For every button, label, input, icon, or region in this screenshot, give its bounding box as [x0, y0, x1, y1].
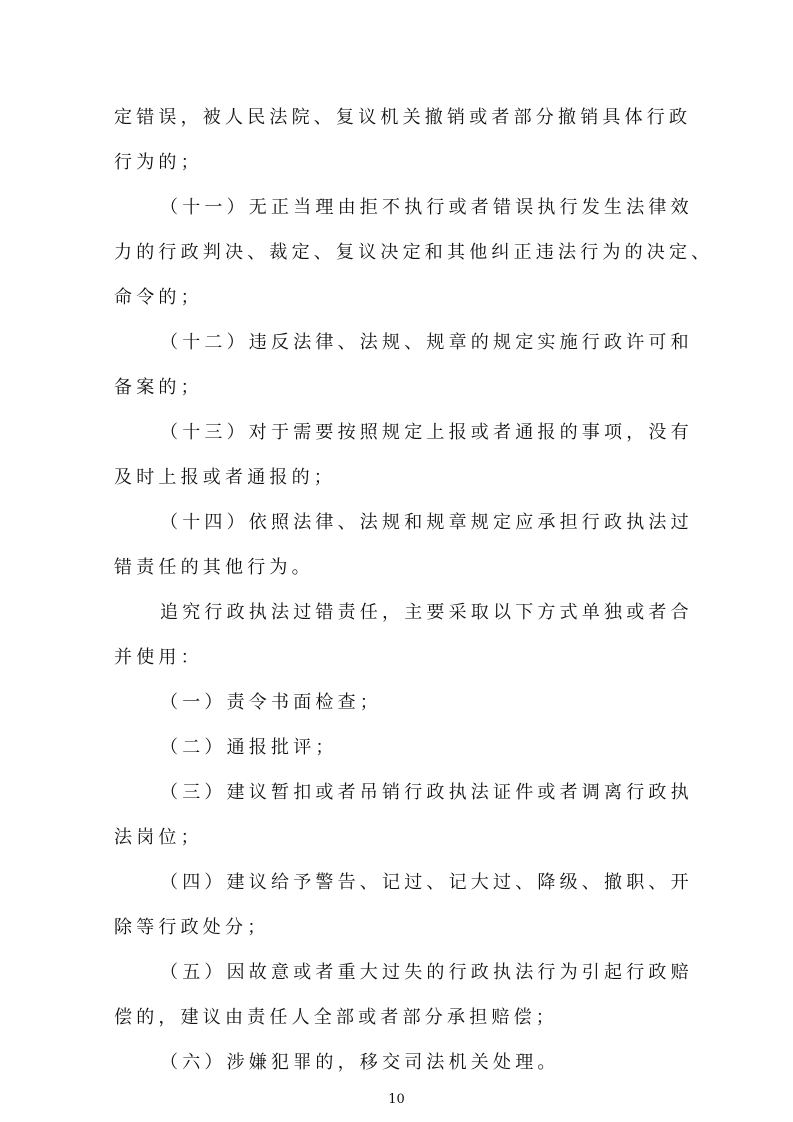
text-line: 力的行政判决、裁定、复议决定和其他纠正违法行为的决定、: [114, 242, 714, 263]
text-line: （十三）对于需要按照规定上报或者通报的事项，没有: [160, 422, 693, 443]
text-line: （一）责令书面检查；: [160, 692, 382, 713]
text-line: 错责任的其他行为。: [114, 557, 314, 578]
text-line: 偿的，建议由责任人全部或者部分承担赔偿；: [114, 1007, 558, 1028]
text-line: 定错误，被人民法院、复议机关撤销或者部分撤销具体行政: [114, 107, 692, 128]
text-line: （二）通报批评；: [160, 737, 338, 758]
text-line: （十四）依照法律、法规和规章规定应承担行政执法过: [160, 512, 693, 533]
text-line: （十二）违反法律、法规、规章的规定实施行政许可和: [160, 332, 693, 353]
text-line: 备案的；: [114, 377, 203, 398]
text-line: 并使用：: [114, 647, 203, 668]
text-line: 及时上报或者通报的；: [114, 467, 336, 488]
text-line: 除等行政处分；: [114, 917, 270, 938]
text-line: 命令的；: [114, 287, 203, 308]
text-line: （十一）无正当理由拒不执行或者错误执行发生法律效: [160, 197, 693, 218]
text-line: （六）涉嫌犯罪的，移交司法机关处理。: [160, 1052, 560, 1073]
text-line: 追究行政执法过错责任，主要采取以下方式单独或者合: [160, 602, 693, 623]
text-line: （五）因故意或者重大过失的行政执法行为引起行政赔: [160, 962, 693, 983]
page-number: 10: [388, 1092, 405, 1107]
text-line: 法岗位；: [114, 827, 203, 848]
text-line: （三）建议暂扣或者吊销行政执法证件或者调离行政执: [160, 782, 693, 803]
text-line: 行为的；: [114, 152, 203, 173]
text-line: （四）建议给予警告、记过、记大过、降级、撤职、开: [160, 872, 693, 893]
